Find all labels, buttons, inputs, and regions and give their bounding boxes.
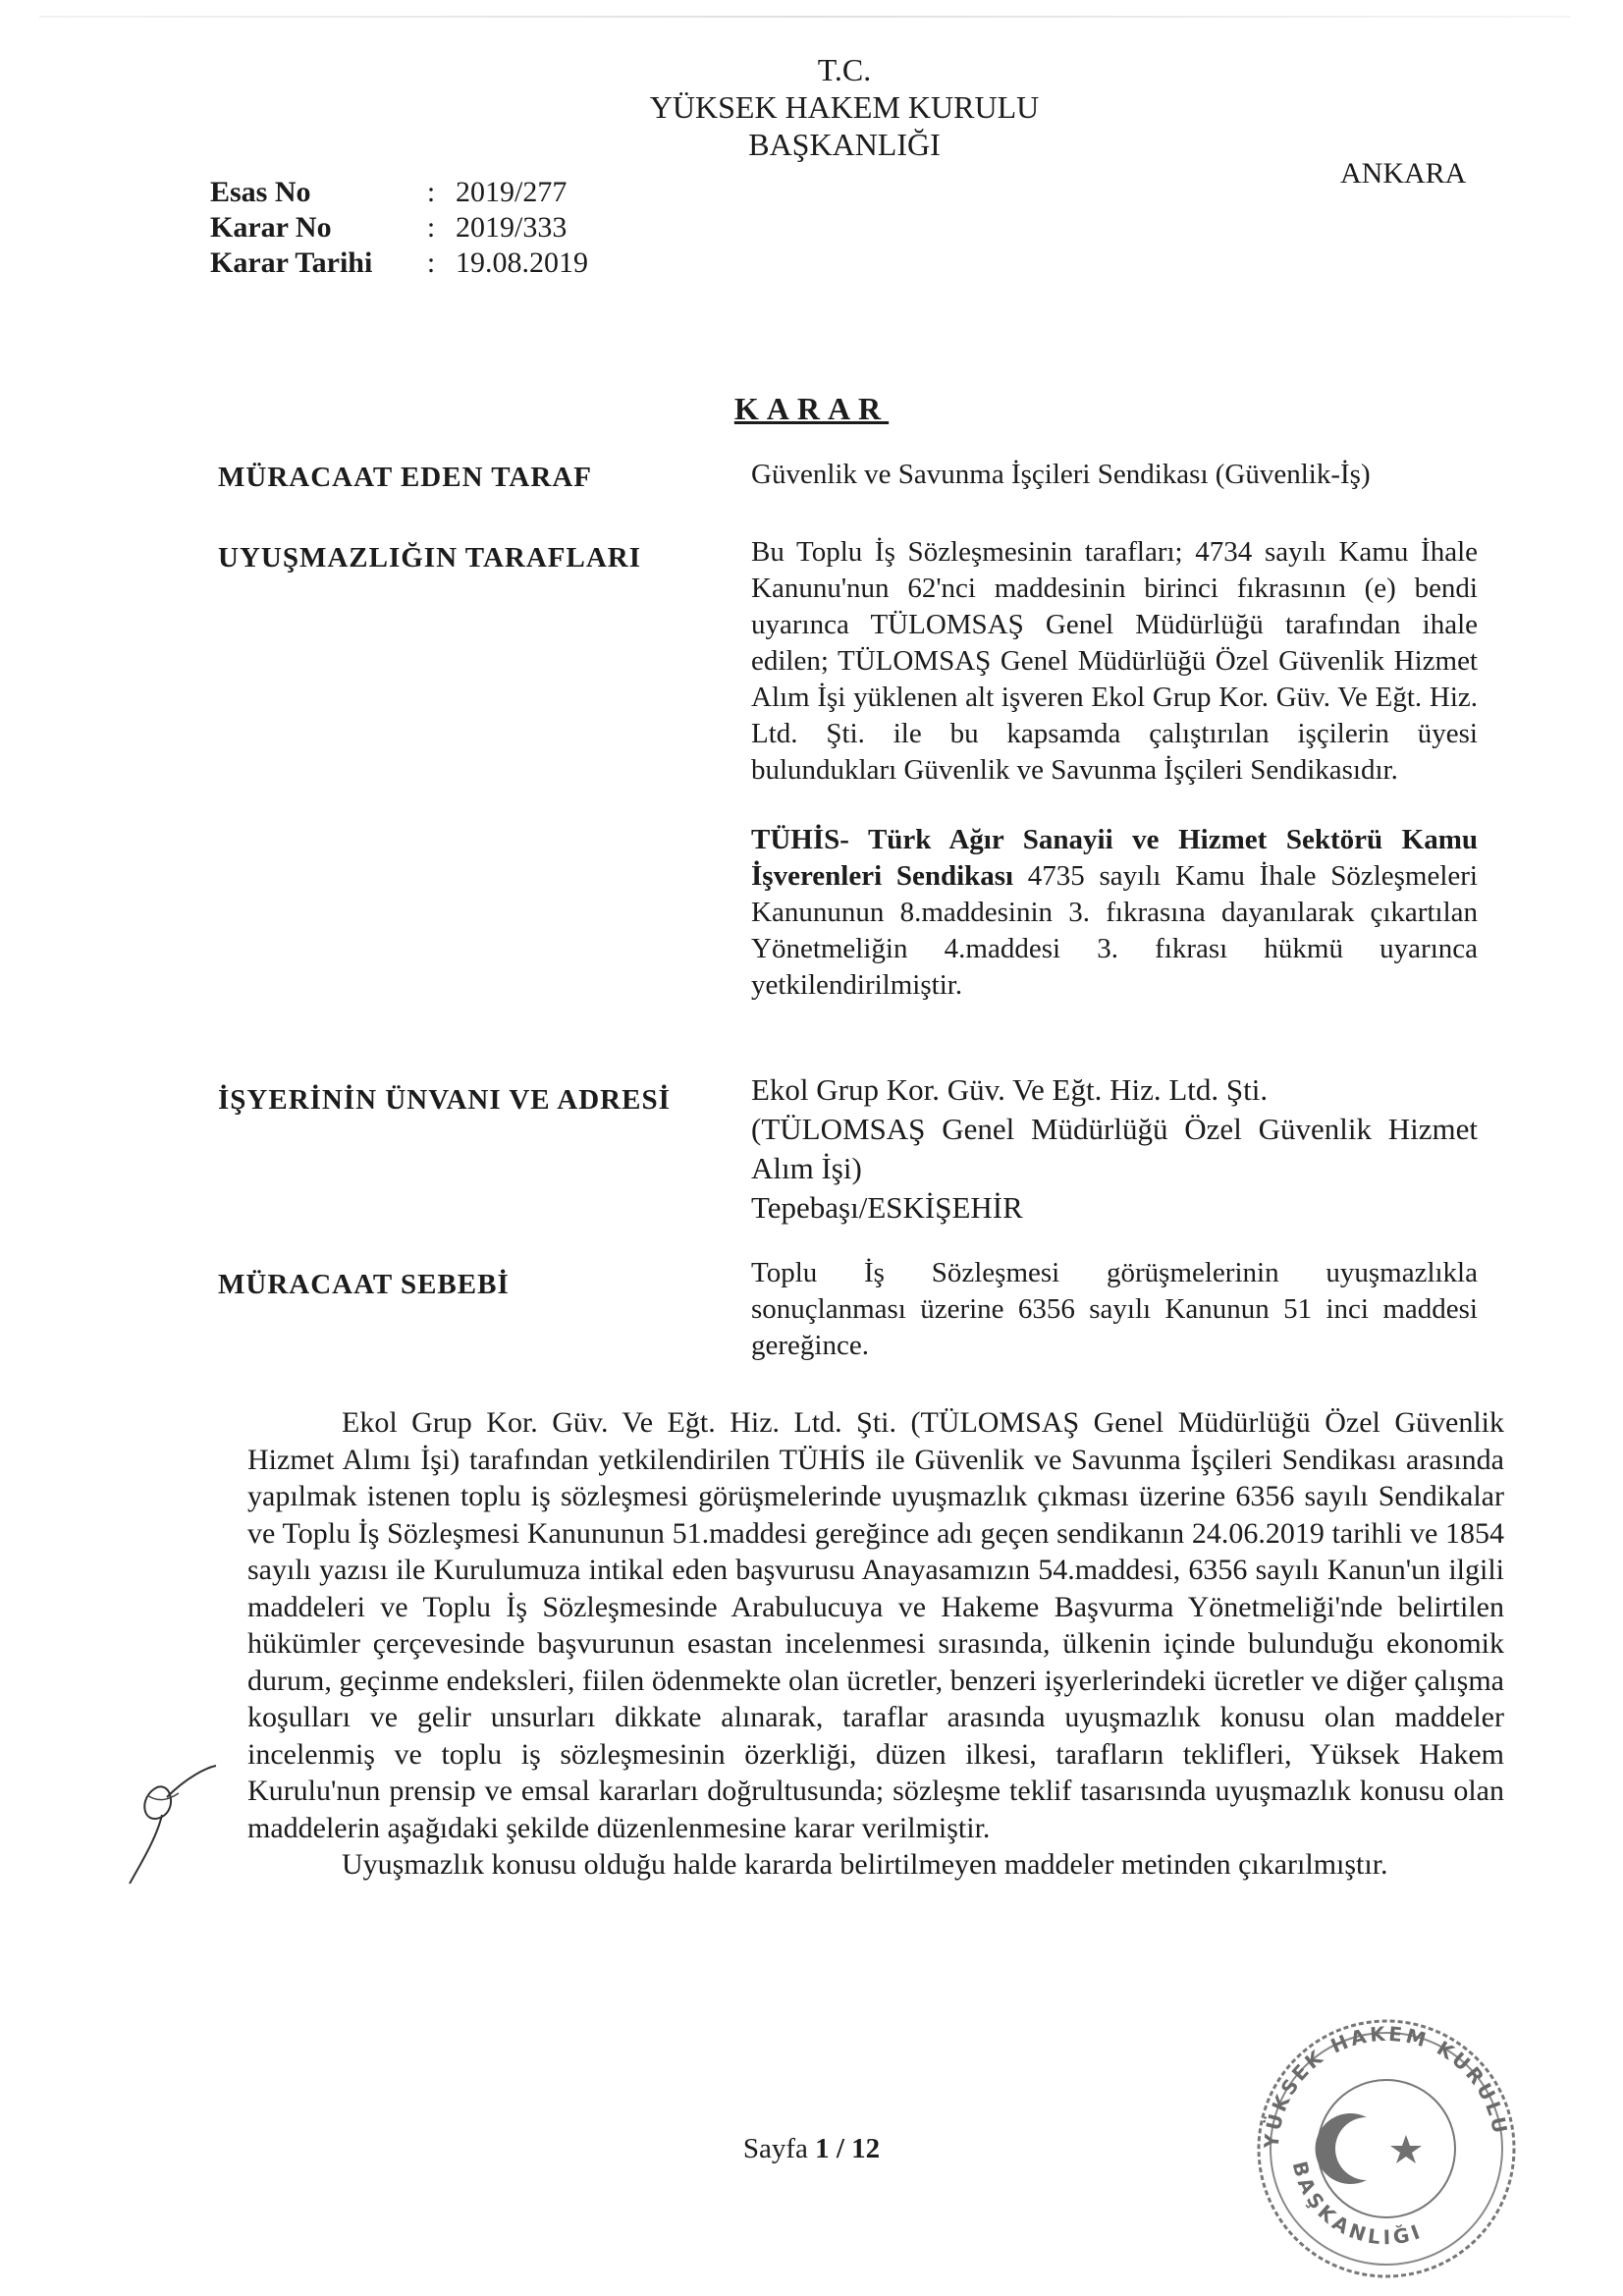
- case-colon: :: [426, 246, 436, 279]
- scan-edge: [39, 16, 1571, 18]
- decision-paragraph: Ekol Grup Kor. Güv. Ve Eğt. Hiz. Ltd. Şti. (TÜLOMSAŞ Genel Müdürlüğü Özel Güvenlik Hizmet Alımı İşi) tarafından yetkilendirilen TÜHİS ile Güvenlik ve Savunma İşçileri Sendikası arasında yapılmak istenen toplu iş sözleşmesi görüşmelerinde uyuşmazlık çıkması üzerine 6356 sayılı Sendikalar ve Toplu İş Sözleşmesi Kanununun 51.maddesi gereğince adı geçen sendikanın 24.06.2019 tarihli ve 1854 sayılı yazısı ile Kurulumuza intikal eden başvurusu Anayasamızın 54.maddesi, 6356 sayılı Kanun'un ilgili maddeleri ve Toplu İş Sözleşmesinde Arabulucuya ve Hakeme Başvurma Yönetmeliği'nde belirtilen hükümler çerçevesinde başvurunun esastan incelenmesi sırasında, ülkenin içinde bulunduğu ekonomik durum, geçinme endeksleri, fiilen ödenmekte olan ücretler, benzeri işyerlerindeki ücretler ve diğer çalışma koşulları ve gelir unsurları dikkate alınarak, taraflar arasında uyuşmazlık konusu olan maddeler incelenmiş ve toplu iş sözleşmesinin özerkliği, düzen ilkesi, tarafların teklifleri, Yüksek Hakem Kurulu'nun prensip ve emsal kararları doğrultusunda; sözleşme teklif tasarısında uyuşmazlık konusu olan maddelerin aşağıdaki şekilde düzenlenmesine karar verilmiştir.: [247, 1406, 1504, 1844]
- reason-text: Toplu İş Sözleşmesi görüşmelerinin uyuşmazlıkla sonuçlanması üzerine 6356 sayılı Kanunun 51 inci maddesi gereğince.: [751, 1257, 1478, 1361]
- case-colon: :: [426, 211, 436, 244]
- document-header: [550, 51, 1139, 163]
- svg-text:YÜKSEK HAKEM KURULU: [1260, 2022, 1513, 2151]
- parties-authorization: [751, 822, 1478, 1004]
- workplace-label: İŞYERİNİN ÜNVANI VE ADRESİ: [218, 1084, 671, 1116]
- reason-value: [751, 1255, 1478, 1364]
- removal-paragraph: Uyuşmazlık konusu olduğu halde kararda belirtilmeyen maddeler metinden çıkarılmıştır.: [342, 1848, 1388, 1881]
- employer-union-name: TÜHİS- Türk Ağır Sanayii ve Hizmet Sektörü Kamu İşverenleri Sendikası: [751, 824, 1478, 892]
- document-title: KARAR: [733, 391, 890, 426]
- parties-label: UYUŞMAZLIĞIN TARAFLARI: [218, 542, 642, 574]
- signature-mark: [118, 1758, 226, 1895]
- case-value: 2019/277: [456, 176, 568, 208]
- case-label: Karar No: [210, 211, 332, 244]
- applicant-value: [751, 457, 1478, 493]
- seal-top-text: YÜKSEK HAKEM KURULU: [1259, 2021, 1513, 2150]
- parties-paragraph: Bu Toplu İş Sözleşmesinin tarafları; 4734 sayılı Kamu İhale Kanunu'nun 62'nci maddesinin birinci fıkrasının (e) bendi uyarınca TÜLOMSAŞ Genel Müdürlüğü tarafından ihale edilen; TÜLOMSAŞ Genel Müdürlüğü Özel Güvenlik Hizmet Alım İşi yüklenen alt işveren Ekol Grup Kor. Güv. Ve Eğt. Hiz. Ltd. Şti. ile bu kapsamda çalıştırılan işçilerin üyesi bulundukları Güvenlik ve Savunma İşçileri Sendikasıdır.: [751, 536, 1478, 786]
- case-row-date: [210, 246, 588, 281]
- parties-value: [751, 534, 1478, 1004]
- page-number: 1 / 12: [815, 2133, 881, 2164]
- case-value: 19.08.2019: [456, 246, 588, 279]
- workplace-project: (TÜLOMSAŞ Genel Müdürlüğü Özel Güvenlik Hizmet Alım İşi): [751, 1112, 1478, 1185]
- case-label: Esas No: [210, 176, 311, 208]
- case-row-esas: [210, 175, 588, 210]
- decision-body: [247, 1404, 1504, 1884]
- authorization-text: 4735 sayılı Kamu İhale Sözleşmeleri Kanununun 8.maddesinin 3. fıkrasına dayanılarak çıkartılan Yönetmeliğin 4.maddesi 3. fıkrası hükmü uyarınca yetkilendirilmiştir.: [751, 860, 1478, 1001]
- workplace-address: Tepebaşı/ESKİŞEHİR: [751, 1190, 1023, 1225]
- header-presidency: BAŞKANLIĞI: [748, 127, 941, 162]
- applicant-text: Güvenlik ve Savunma İşçileri Sendikası (Güvenlik-İş): [751, 459, 1371, 490]
- page-footer: [0, 2133, 1623, 2165]
- case-row-karar: [210, 210, 588, 246]
- header-tc: T.C.: [817, 52, 872, 87]
- workplace-company: Ekol Grup Kor. Güv. Ve Eğt. Hiz. Ltd. Şti.: [751, 1072, 1269, 1107]
- case-value: 2019/333: [456, 211, 568, 244]
- applicant-label: MÜRACAAT EDEN TARAF: [218, 462, 592, 493]
- header-institution: YÜKSEK HAKEM KURULU: [649, 89, 1040, 125]
- workplace-value: [751, 1070, 1478, 1228]
- reason-label: MÜRACAAT SEBEBİ: [218, 1269, 510, 1300]
- seal-bottom-text: BAŞKANLIĞI: [1287, 2159, 1427, 2250]
- page-label: Sayfa: [742, 2133, 808, 2164]
- case-colon: :: [426, 176, 436, 208]
- city-name: ANKARA: [1340, 157, 1467, 190]
- case-info: [210, 175, 588, 281]
- case-label: Karar Tarihi: [210, 246, 373, 279]
